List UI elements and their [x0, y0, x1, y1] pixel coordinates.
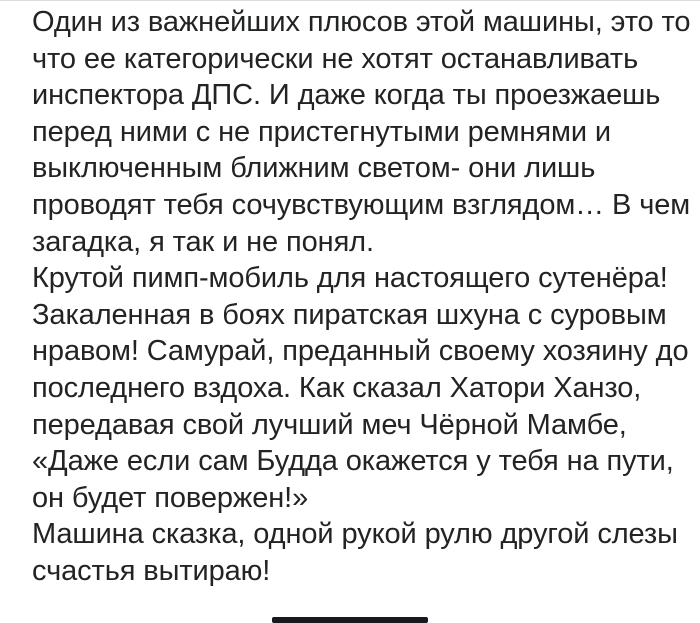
home-indicator-bar[interactable] [272, 617, 428, 623]
text-line: выключенным ближним светом- они лишь [32, 152, 596, 185]
text-line: счастья вытираю! [32, 554, 271, 587]
text-line: инспектора ДПС. И даже когда ты проезжаешь [32, 79, 661, 112]
text-line: загадка, я так и не понял. [32, 225, 374, 258]
text-line: перед ними с не пристегнутыми ремнями и [32, 115, 612, 148]
text-line: нравом! Самурай, преданный своему хозяину до [32, 335, 689, 368]
top-divider [0, 0, 700, 1]
text-line: Один из важнейших плюсов этой машины, это то [32, 6, 691, 38]
text-line: «Даже если сам Будда окажется у тебя на пути, [32, 445, 674, 478]
text-line: проводят тебя сочувствующим взглядом… В чем [32, 188, 691, 221]
text-line: передавая свой лучший меч Чёрной Мамбе, [32, 408, 627, 441]
text-line: Машина сказка, одной рукой рулю другой слезы [32, 518, 678, 551]
text-line: Крутой пимп-мобиль для настоящего сутенёра! [32, 262, 668, 295]
text-line: что ее категорически не хотят останавливать [32, 42, 639, 75]
text-line: Закаленная в боях пиратская шхуна с суровым [32, 298, 667, 331]
comment-text-block [32, 4, 691, 590]
text-line: последнего вздоха. Как сказал Хатори Ханзо, [32, 371, 642, 404]
text-line: он будет повержен!» [32, 481, 309, 514]
